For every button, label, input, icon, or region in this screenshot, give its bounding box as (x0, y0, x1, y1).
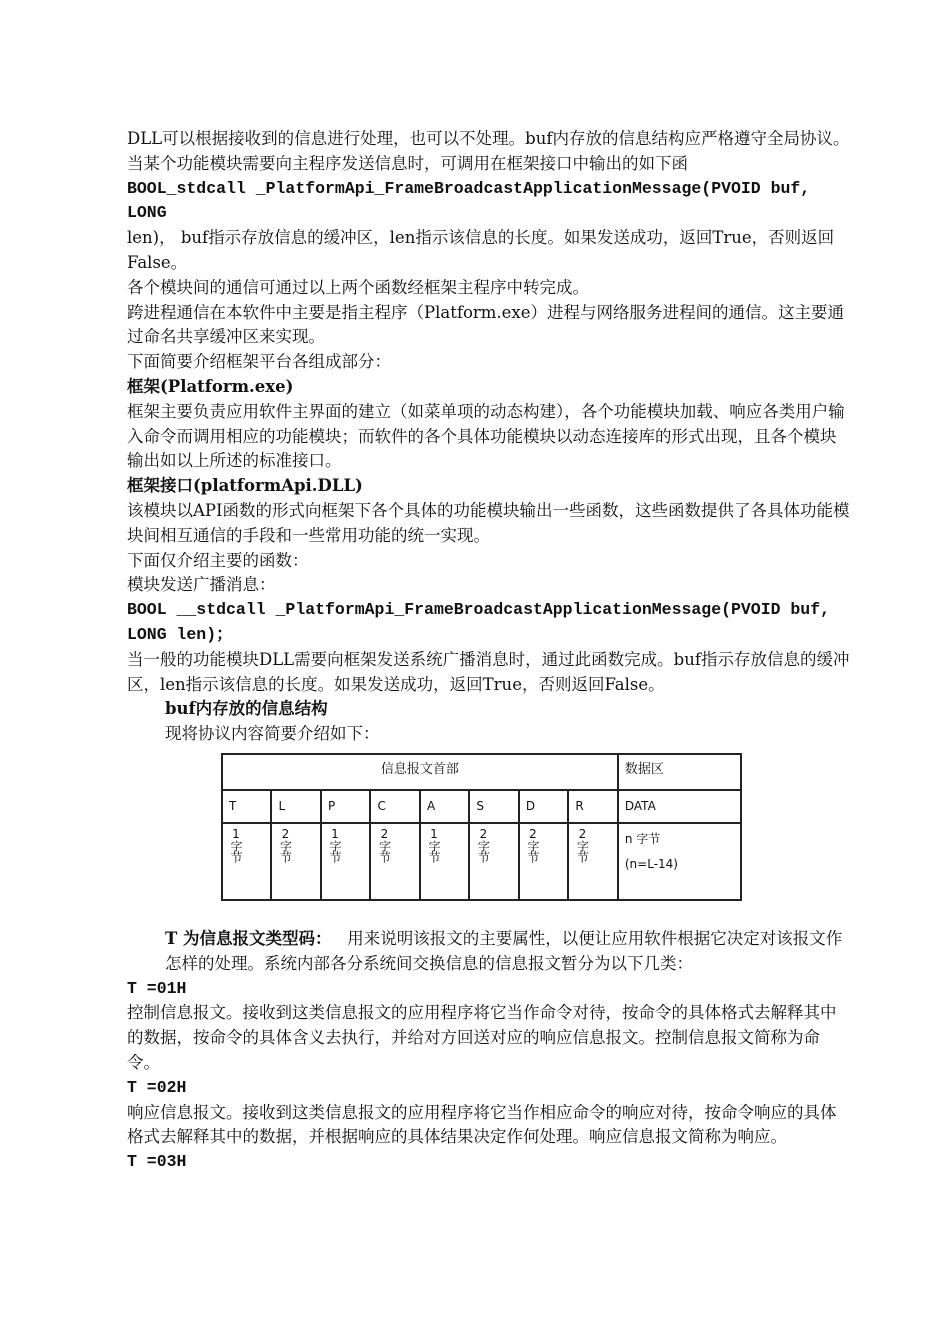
paragraph: 现将协议内容简要介绍如下： (165, 724, 380, 744)
data-header-cell: 数据区 (618, 754, 741, 790)
paragraph: 当某个功能模块需要向主程序发送信息时，可调用在框架接口中输出的如下函 (127, 153, 688, 173)
size-text: 2字节 (377, 826, 392, 862)
size-cell (519, 823, 568, 900)
section-heading-platform: 框架(Platform.exe) (127, 376, 294, 396)
type-code: T =03H (127, 1152, 187, 1172)
field-cell: S (469, 790, 518, 823)
paragraph: DLL可以根据接收到的信息进行处理，也可以不处理。buf内存放的信息结构应严格遵守全局协议。 (127, 129, 850, 148)
size-cell (469, 823, 518, 900)
type-code: T =01H (127, 978, 187, 998)
size-cell (370, 823, 419, 900)
field-cell: C (370, 790, 419, 823)
field-cell: R (568, 790, 617, 823)
paragraph: 响应信息报文。接收到这类信息报文的应用程序将它当作相应命令的响应对待，按命令响应的具体格式去解释其中的数据，并根据响应的具体结果决定作何处理。响应信息报文简称为响应。 (127, 1102, 837, 1147)
size-text: 2字节 (525, 826, 540, 862)
paragraph: 框架主要负责应用软件主界面的建立（如菜单项的动态构建），各个功能模块加载、响应各类用户输入命令而调用相应的功能模块；而软件的各个具体功能模块以动态连接库的形式出现，且各个模块输出如以上所述的标准接口。 (127, 401, 845, 471)
header-label-cell: 信息报文首部 (222, 754, 618, 790)
code-line: BOOL __stdcall _PlatformApi_FrameBroadcastApplicationMessage(PVOID buf, (127, 600, 831, 620)
section-heading-platformapi: 框架接口(platformApi.DLL) (127, 476, 363, 496)
field-cell: P (321, 790, 370, 823)
field-cell: T (222, 790, 271, 823)
size-cell (420, 823, 469, 900)
field-cell: D (519, 790, 568, 823)
paragraph: 各个模块间的通信可通过以上两个函数经框架主程序中转完成。 (127, 277, 589, 297)
size-cell (568, 823, 617, 900)
code-line: BOOL_stdcall _PlatformApi_FrameBroadcastApplicationMessage(PVOID buf, LONG (127, 178, 811, 223)
paragraph: 模块发送广播消息： (127, 575, 276, 595)
size-text: 2字节 (476, 826, 491, 862)
paragraph: len)， buf指示存放信息的缓冲区，len指示该信息的长度。如果发送成功，返回True，否则返回False。 (127, 228, 835, 272)
paragraph: 控制信息报文。接收到这类信息报文的应用程序将它当作命令对待，按命令的具体格式去解释其中的数据，按命令的具体含义去执行，并给对方回送对应的响应信息报文。控制信息报文简称为命令。 (127, 1003, 837, 1072)
size-cell (271, 823, 320, 900)
size-text: 1字节 (229, 826, 243, 862)
paragraph: 下面仅介绍主要的函数： (127, 550, 309, 570)
data-size-text: n 字节 (624, 831, 661, 846)
size-cell (321, 823, 370, 900)
data-formula-text: (n=L-14) (624, 856, 678, 871)
t-label: T 为信息报文类型码： (165, 928, 332, 948)
code-line: LONG len)； (127, 624, 233, 644)
document-body (127, 127, 852, 1175)
data-field-cell: DATA (618, 790, 741, 823)
t-desc: 用来说明该报文的主要属性，以便让应用软件根据它决定对该报文作怎样的处理。系统内部各分系统间交换信息的信息报文暂分为以下几类： (165, 928, 843, 973)
type-code: T =02H (127, 1077, 187, 1097)
paragraph: 当一般的功能模块DLL需要向框架发送系统广播消息时，通过此函数完成。buf指示存放信息的缓冲区，len指示该信息的长度。如果发送成功，返回True，否则返回False。 (127, 649, 850, 694)
field-cell: L (271, 790, 320, 823)
size-text: 2字节 (575, 826, 590, 862)
size-text: 1字节 (327, 826, 342, 862)
paragraph (127, 927, 852, 977)
size-cell (222, 823, 271, 900)
size-text: 1字节 (426, 826, 441, 862)
data-size-cell (618, 823, 741, 900)
field-cell: A (420, 790, 469, 823)
protocol-table (221, 753, 742, 901)
protocol-table-figure (127, 753, 852, 903)
paragraph: 跨进程通信在本软件中主要是指主程序（Platform.exe）进程与网络服务进程间的通信。这主要通过命名共享缓冲区来实现。 (127, 302, 845, 347)
section-heading-buf: buf内存放的信息结构 (165, 699, 328, 719)
paragraph: 该模块以API函数的形式向框架下各个具体的功能模块输出一些函数，这些函数提供了各具体功能模块间相互通信的手段和一些常用功能的统一实现。 (127, 500, 850, 545)
size-text: 2字节 (278, 826, 293, 862)
paragraph: 下面简要介绍框架平台各组成部分： (127, 352, 391, 372)
